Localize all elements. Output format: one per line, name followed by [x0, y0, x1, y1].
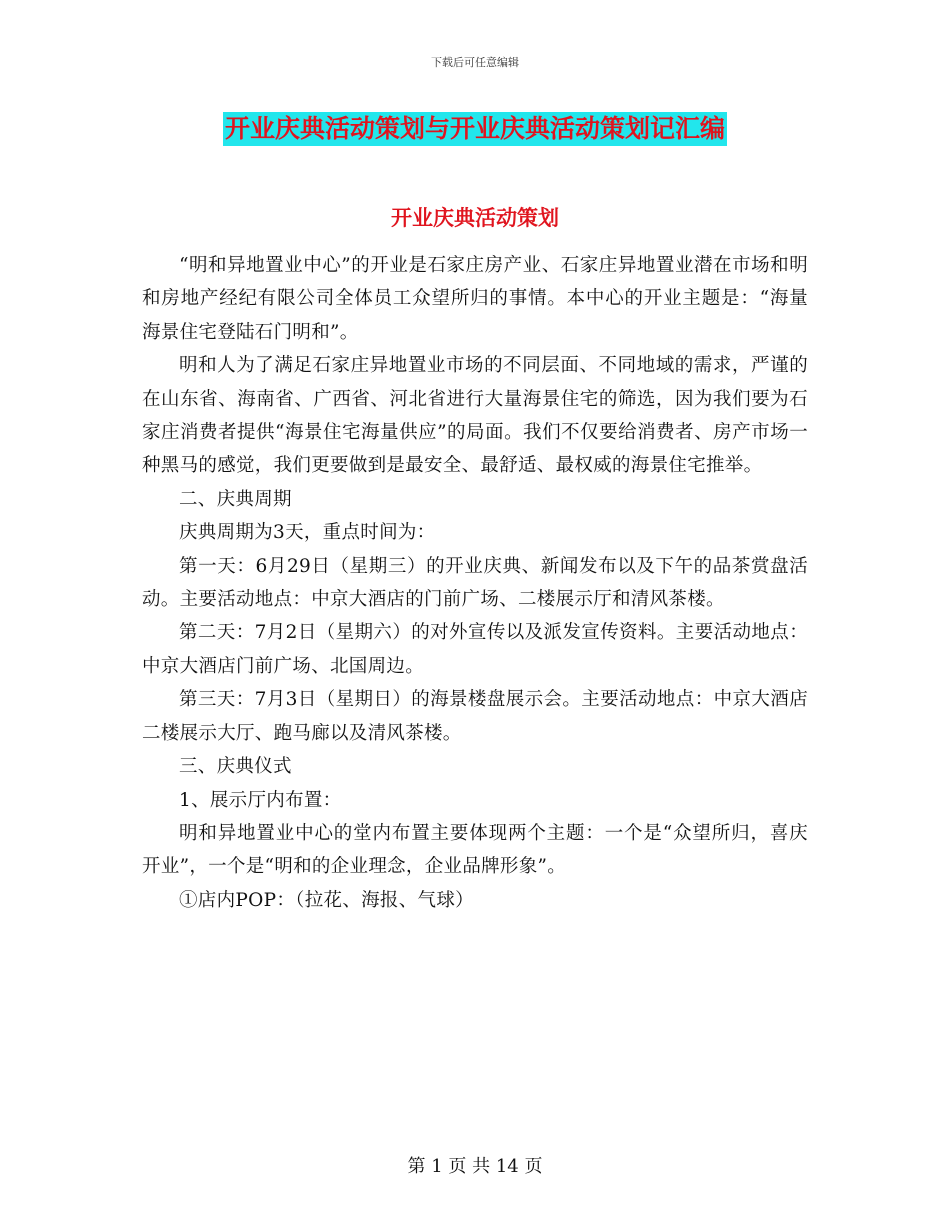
- paragraph: 明和人为了满足石家庄异地置业市场的不同层面、不同地域的需求，严谨的在山东省、海南省、广西省、河北省进行大量海景住宅的筛选，因为我们要为石家庄消费者提供“海景住宅海量供应”的局面。我们不仅要给消费者、房产市场一种黑马的感觉，我们更要做到是最安全、最舒适、最权威的海景住宅推举。: [142, 355, 808, 477]
- paragraph: 庆典周期为3天，重点时间为：: [179, 522, 436, 544]
- paragraph: 第一天：6月29日（星期三）的开业庆典、新闻发布以及下午的品茶赏盘活动。主要活动地点：中京大酒店的门前广场、二楼展示厅和清风茶楼。: [142, 555, 808, 611]
- paragraph: ①店内POP：（拉花、海报、气球）: [179, 889, 474, 911]
- document-body: [142, 249, 808, 917]
- paragraph: “明和异地置业中心”的开业是石家庄房产业、石家庄异地置业潜在市场和明和房地产经纪有限公司全体员工众望所归的事情。本中心的开业主题是：“海量海景住宅登陆石门明和”。: [142, 255, 808, 343]
- subheading: 1、展示厅内布置：: [179, 789, 342, 811]
- page-number-footer: 第 1 页 共 14 页: [407, 1156, 543, 1177]
- subheading: 三、庆典仪式: [179, 756, 292, 778]
- header-note: 下载后可任意编辑: [431, 56, 519, 69]
- section-title: 开业庆典活动策划: [391, 206, 559, 230]
- paragraph: 第二天：7月2日（星期六）的对外宣传以及派发宣传资料。主要活动地点：中京大酒店门前广场、北国周边。: [142, 622, 808, 677]
- paragraph: 第三天：7月3日（星期日）的海景楼盘展示会。主要活动地点：中京大酒店二楼展示大厅、跑马廊以及清风茶楼。: [142, 689, 808, 744]
- paragraph: 明和异地置业中心的堂内布置主要体现两个主题：一个是“众望所归，喜庆开业”，一个是“明和的企业理念，企业品牌形象”。: [142, 822, 808, 878]
- subheading: 二、庆典周期: [179, 488, 292, 510]
- document-title: 开业庆典活动策划与开业庆典活动策划记汇编: [223, 112, 727, 146]
- main-title-container: [0, 112, 950, 146]
